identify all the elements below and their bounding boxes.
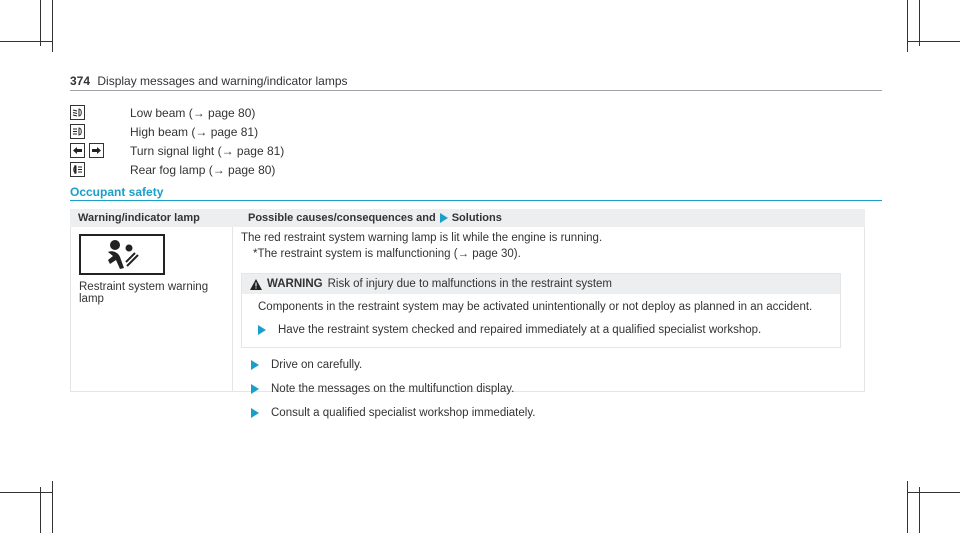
warning-triangle-icon [250,279,262,290]
solution-steps [241,358,856,420]
solution-step-text: Note the messages on the multifunction display. [271,383,515,395]
table-header [70,209,865,227]
low-beam-icon [70,105,85,120]
solution-step-text: Consult a qualified specialist workshop immediately. [271,407,536,419]
page-header [70,74,348,88]
crop-mark [908,492,960,493]
solution-step-text: Drive on carefully. [271,359,363,371]
page-title: Display messages and warning/indicator lamps [97,74,348,88]
column-header-causes [240,209,865,227]
turn-signal-right-icon [89,143,104,158]
solution-arrow-icon [440,213,448,223]
step-arrow-icon [251,384,259,394]
column-header-causes-prefix: Possible causes/consequences and [248,212,436,224]
lamp-row [70,141,284,160]
warning-text: Components in the restraint system may be activated unintentionally or not deploy as planned in an accident. [258,301,813,313]
lamp-label: Restraint system warning lamp [79,281,209,305]
warning-header [242,274,840,294]
step-arrow-icon [258,325,266,335]
lamp-text: Rear fog lamp (→ page 80) [130,162,276,177]
warning-title: WARNING [267,278,323,290]
crop-mark [40,487,41,533]
crop-mark [908,41,960,42]
section-title: Occupant safety [70,185,164,199]
crop-mark [52,0,53,52]
turn-signal-left-icon [70,143,85,158]
warning-step-text: Have the restraint system checked and repaired immediately at a qualified specialist workshop. [278,324,762,336]
crop-mark [919,0,920,46]
lamp-text: Low beam (→ page 80) [130,105,256,120]
solution-step [251,382,856,396]
lamp-table [70,209,865,419]
page-number: 374 [70,74,91,88]
lamp-list [70,103,284,179]
warning-box [241,273,841,348]
step-arrow-icon [251,360,259,370]
causes-cell [233,227,864,419]
solution-step [251,406,856,420]
rear-fog-lamp-icon [70,162,85,177]
header-divider [70,90,882,91]
crop-mark [919,487,920,533]
cause-note: *The restraint system is malfunctioning (→ page 30). [253,248,521,260]
column-header-causes-suffix: Solutions [451,212,502,224]
cause-text: The red restraint system warning lamp is lit while the engine is running. [241,232,603,244]
solution-step [251,358,856,372]
crop-mark [0,41,52,42]
high-beam-icon [70,124,85,139]
restraint-system-warning-icon [79,234,165,275]
crop-mark [0,492,52,493]
warning-title-text: Risk of injury due to malfunctions in the restraint system [327,278,613,290]
lamp-row [70,122,284,141]
crop-mark [52,481,53,533]
crop-mark [907,0,908,52]
crop-mark [40,0,41,46]
lamp-row [70,160,284,179]
column-header-lamp: Warning/indicator lamp [78,212,200,224]
section-divider [70,200,882,201]
lamp-cell [71,227,233,391]
crop-mark [907,481,908,533]
warning-body [242,294,840,347]
table-row [70,227,865,419]
lamp-text: Turn signal light (→ page 81) [130,143,285,158]
step-arrow-icon [251,408,259,418]
lamp-row [70,103,284,122]
lamp-text: High beam (→ page 81) [130,124,259,139]
warning-step [258,323,832,337]
